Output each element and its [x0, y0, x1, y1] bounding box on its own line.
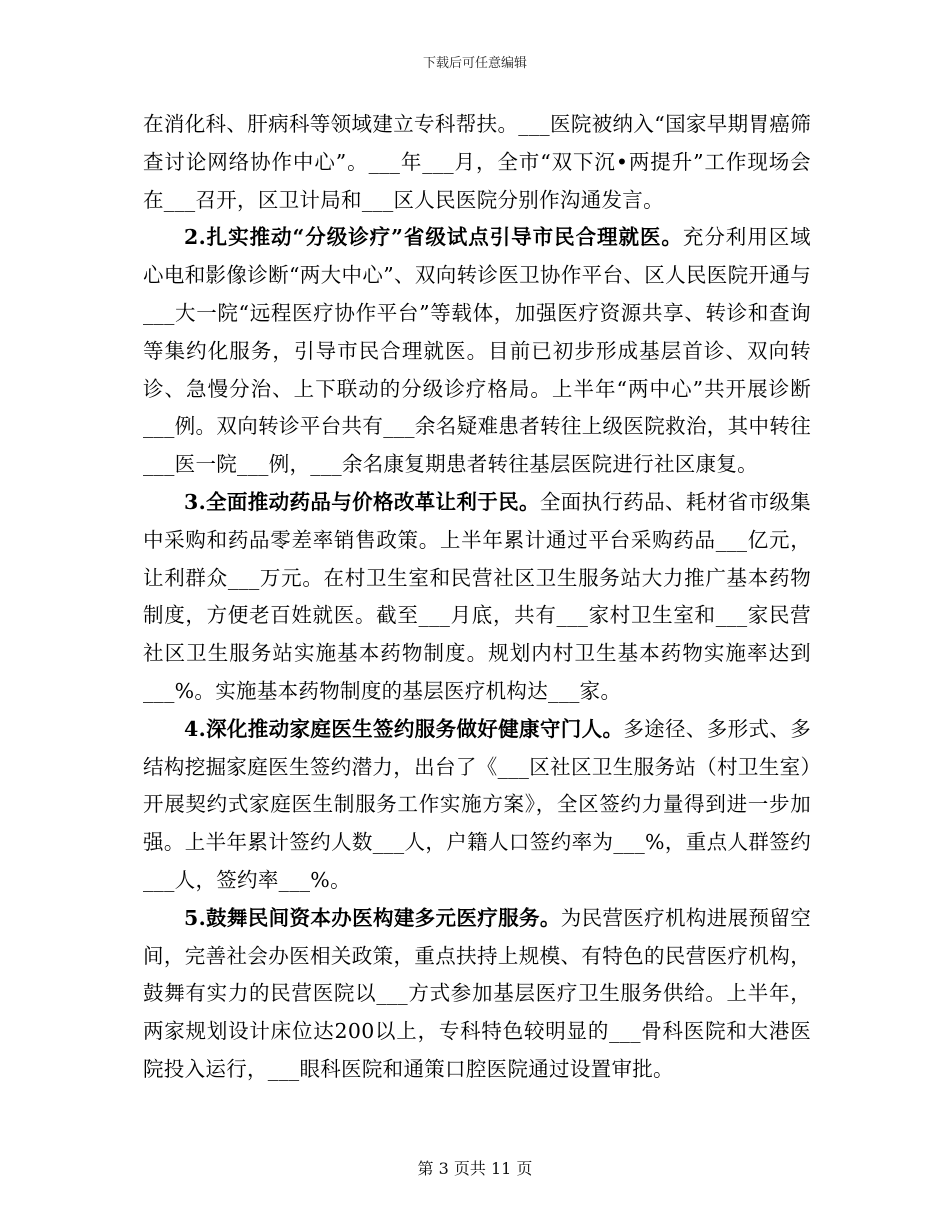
paragraph-text: 为民营医疗机构进展预留空间，完善社会办医相关政策，重点扶持上规模、有特色的民营医疗机构，鼓舞有实力的民营医院以___方式参加基层医疗卫生服务供给。上半年，两家规划设计床位达200以上，专科特色较明显的___骨科医院和大港医院投入运行，___眼科医院和通策口腔医院通过设置审批。	[143, 905, 811, 1081]
paragraph-item-3	[143, 484, 811, 711]
paragraph-item-4	[143, 711, 811, 900]
paragraph-item-2	[143, 219, 811, 484]
page-header: 下载后可任意编辑	[422, 56, 527, 71]
paragraph-heading: 3.全面推动药品与价格改革让利于民。	[184, 489, 540, 514]
paragraph-heading: 4.深化推动家庭医生签约服务做好健康守门人。	[184, 716, 624, 741]
paragraph-item-5	[143, 900, 811, 1089]
paragraph-text: 在消化科、肝病科等领域建立专科帮扶。___医院被纳入“国家早期胃癌筛查讨论网络协作中心”。___年___月，全市“双下沉•两提升”工作现场会在___召开，区卫计局和___区人民医院分别作沟通发言。	[143, 112, 811, 212]
paragraph-heading: 5.鼓舞民间资本办医构建多元医疗服务。	[184, 905, 561, 930]
document-body	[143, 106, 811, 1089]
paragraph-text: 全面执行药品、耗材省市级集中采购和药品零差率销售政策。上半年累计通过平台采购药品___亿元，让利群众___万元。在村卫生室和民营社区卫生服务站大力推广基本药物制度，方便老百姓就医。截至___月底，共有___家村卫生室和___家民营社区卫生服务站实施基本药物制度。规划内村卫生基本药物实施率达到___%。实施基本药物制度的基层医疗机构达___家。	[143, 489, 811, 703]
page-number-footer: 第 3 页共 11 页	[417, 1159, 533, 1178]
paragraph-heading: 2.扎实推动“分级诊疗”省级试点引导市民合理就医。	[184, 225, 683, 250]
paragraph-continuation	[143, 106, 811, 219]
paragraph-text: 多途径、多形式、多结构挖掘家庭医生签约潜力，出台了《___区社区卫生服务站（村卫生室）开展契约式家庭医生制服务工作实施方案》，全区签约力量得到进一步加强。上半年累计签约人数___人，户籍人口签约率为___%，重点人群签约___人，签约率___%。	[143, 716, 812, 892]
paragraph-text: 充分利用区域心电和影像诊断“两大中心”、双向转诊医卫协作平台、区人民医院开通与___大一院“远程医疗协作平台”等载体，加强医疗资源共享、转诊和查询等集约化服务，引导市民合理就医。目前已初步形成基层首诊、双向转诊、急慢分治、上下联动的分级诊疗格局。上半年“两中心”共开展诊断___例。双向转诊平台共有___余名疑难患者转往上级医院救治，其中转往___医一院___例，___余名康复期患者转往基层医院进行社区康复。	[143, 225, 811, 477]
